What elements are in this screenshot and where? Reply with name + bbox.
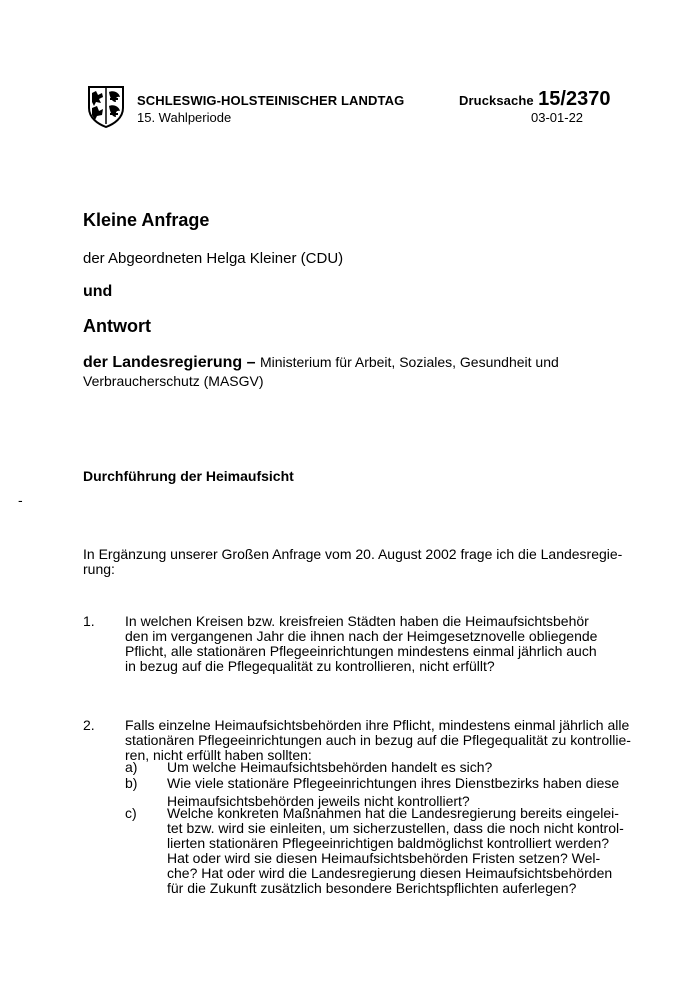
- question-line: in bezug auf die Pflegequalität zu kontrollieren, nicht erfüllt?: [125, 658, 495, 674]
- sub-question-line: tet bzw. wird sie einleiten, um sicherzustellen, dass die noch nicht kontrol-: [167, 820, 624, 836]
- question-line: ren, nicht erfüllt haben sollten:: [125, 747, 312, 763]
- intro-line: rung:: [83, 561, 115, 577]
- government-bold: der Landesregierung –: [83, 354, 256, 371]
- sub-question-b-label: b): [125, 775, 138, 791]
- question-line: In welchen Kreisen bzw. kreisfreien Städten haben die Heimaufsichtsbehör: [125, 613, 589, 629]
- document-date: 03-01-22: [531, 110, 584, 125]
- question-line: den im vergangenen Jahr die ihnen nach der Heimgesetznovelle obliegende: [125, 628, 598, 644]
- ministry-line-1: Ministerium für Arbeit, Soziales, Gesundheit und: [259, 354, 559, 370]
- election-period: 15. Wahlperiode: [137, 110, 232, 125]
- document-number: [459, 88, 610, 111]
- document-label: Drucksache: [459, 93, 534, 108]
- intro-paragraph: [83, 547, 623, 577]
- sub-question-a-label: a): [125, 759, 138, 775]
- subject-title: Durchführung der Heimaufsicht: [83, 468, 294, 484]
- government-line: [83, 354, 559, 372]
- sub-question-a-text: Um welche Heimaufsichtsbehörden handelt es sich?: [167, 759, 493, 775]
- question-2-number: 2.: [83, 717, 95, 733]
- sub-question-line: Heimaufsichtsbehörden jeweils nicht kontrolliert?: [167, 793, 470, 809]
- question-1-text: [125, 614, 625, 674]
- heading-kleine-anfrage: Kleine Anfrage: [83, 210, 210, 230]
- sub-question-c-text: [167, 806, 624, 896]
- document-number-value: 15/2370: [538, 88, 611, 110]
- sub-question-line: lierten stationären Pflegeeinrichtigen baldmöglichst kontrolliert werden?: [167, 835, 610, 851]
- question-1-number: 1.: [83, 613, 95, 629]
- question-line: Pflicht, alle stationären Pflegeeinrichtungen mindestens einmal jährlich auch: [125, 643, 597, 659]
- sub-question-line: Welche konkreten Maßnahmen hat die Landesregierung bereits eingelei-: [167, 805, 619, 821]
- question-2-text: [125, 717, 631, 763]
- coat-of-arms-icon: [86, 84, 126, 128]
- sub-question-line: che? Hat oder wird die Landesregierung diesen Heimaufsichtsbehörden: [167, 865, 613, 881]
- sub-question-line: Hat oder wird sie diesen Heimaufsichtsbehörden Fristen setzen? Wel-: [167, 850, 601, 866]
- parliament-name: SCHLESWIG-HOLSTEINISCHER LANDTAG: [137, 93, 405, 108]
- heading-antwort: Antwort: [83, 316, 151, 336]
- sub-question-c-label: c): [125, 805, 137, 821]
- margin-mark: -: [18, 492, 23, 508]
- question-line: stationären Pflegeeinrichtungen auch in bezug auf die Pflegequalität zu kontrollie-: [125, 732, 631, 748]
- author-line: der Abgeordneten Helga Kleiner (CDU): [83, 250, 344, 267]
- sub-question-line: Wie viele stationäre Pflegeeinrichtungen ihres Dienstbezirks haben diese: [167, 775, 620, 791]
- sub-question-line: für die Zukunft zusätzlich besondere Berichtspflichten auferlegen?: [167, 880, 577, 896]
- question-line: Falls einzelne Heimaufsichtsbehörden ihre Pflicht, mindestens einmal jährlich alle: [125, 717, 630, 733]
- ministry-line-2: Verbraucherschutz (MASGV): [83, 373, 264, 389]
- intro-line: In Ergänzung unserer Großen Anfrage vom 20. August 2002 frage ich die Landesregie-: [83, 546, 623, 562]
- conjunction-und: und: [83, 283, 113, 300]
